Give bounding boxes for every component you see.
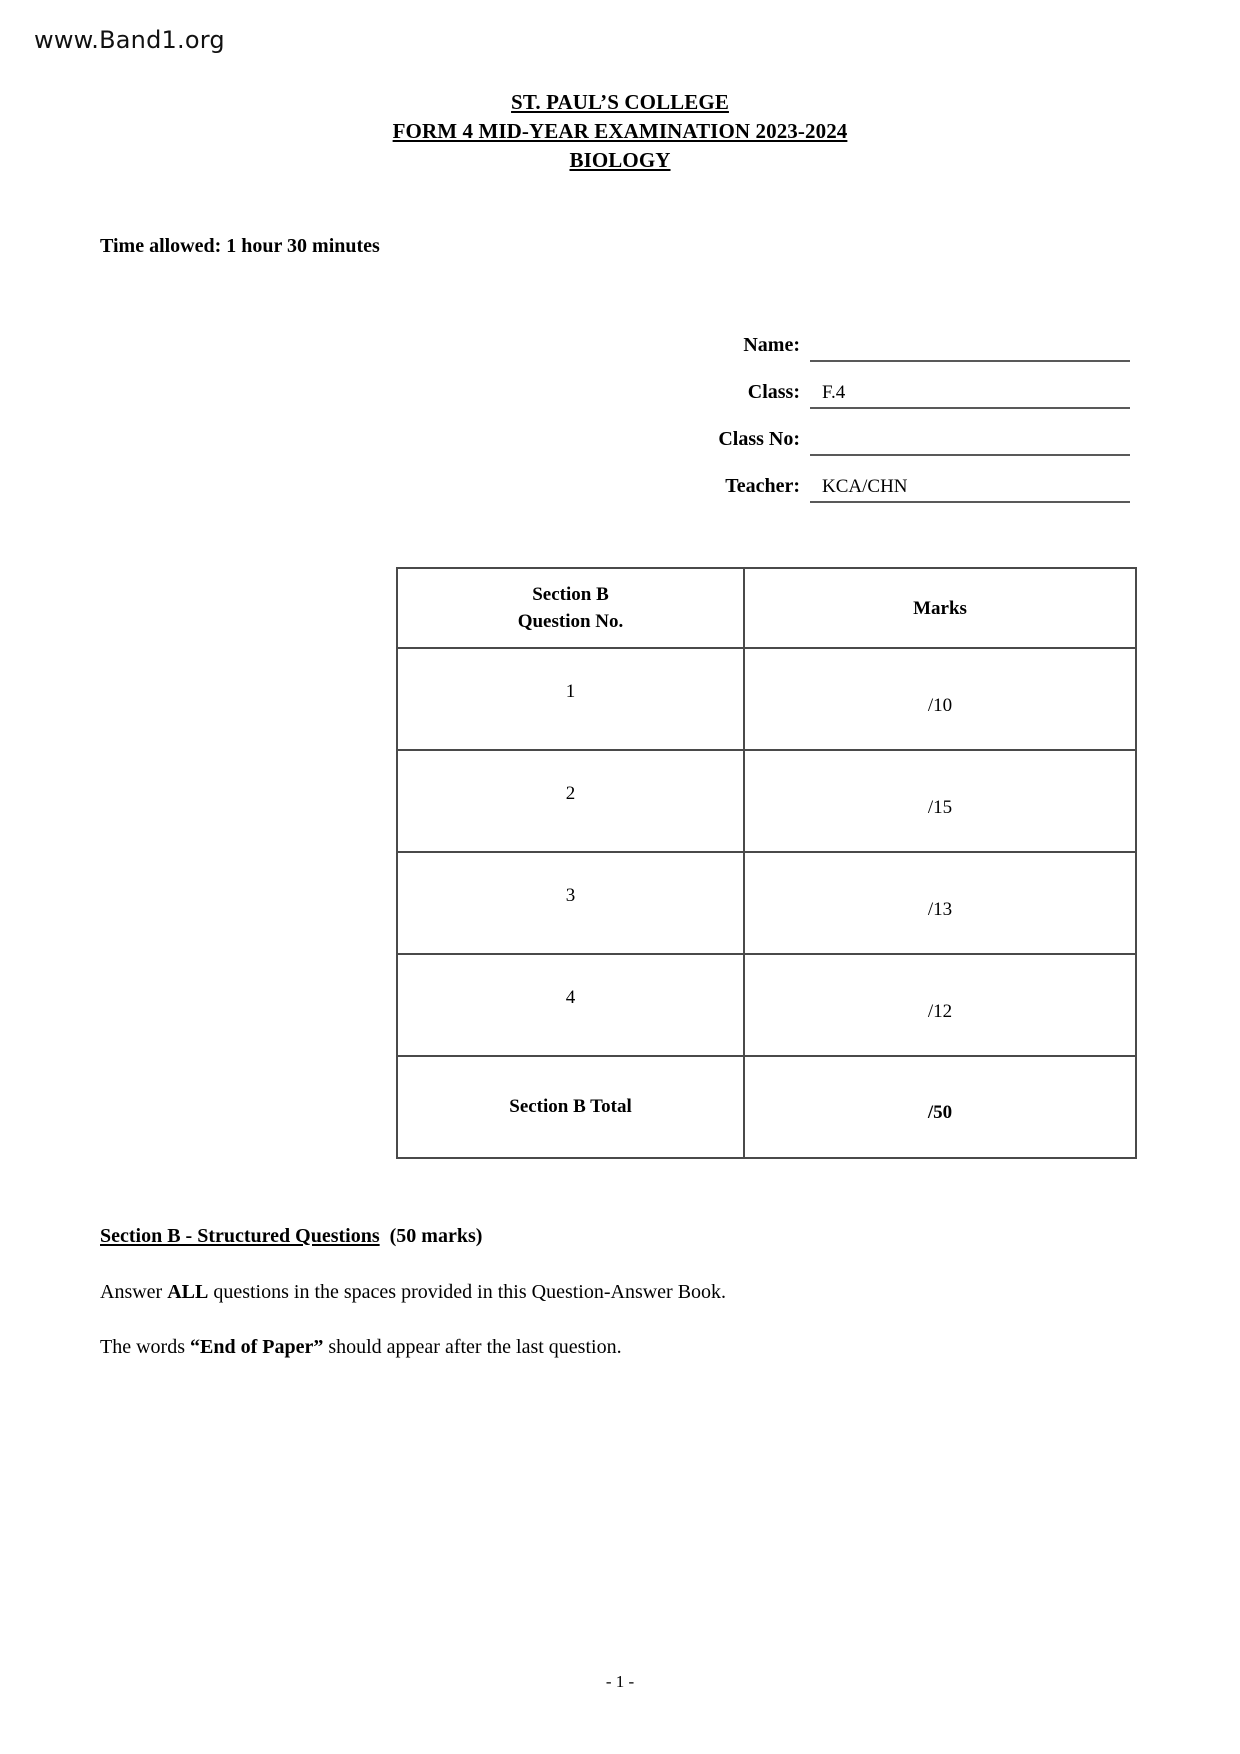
time-allowed-text: Time allowed: 1 hour 30 minutes xyxy=(100,235,380,257)
section-b-instructions xyxy=(100,1225,1100,1391)
marks-table-body xyxy=(397,648,1136,1158)
name-field-value[interactable] xyxy=(810,338,1130,362)
cell-question-no xyxy=(397,852,744,954)
cell-question-no xyxy=(397,750,744,852)
marks-value-1: /10 xyxy=(927,695,953,716)
class-field-label: Class: xyxy=(747,381,800,403)
instruction-1-pre: Answer xyxy=(100,1281,168,1303)
field-row-name xyxy=(560,315,1130,362)
section-b-total-label: Section B Total xyxy=(509,1096,632,1117)
name-field-label: Name: xyxy=(743,334,800,356)
table-row xyxy=(397,648,1136,750)
header-question-line1: Section B xyxy=(532,584,609,605)
marks-value-4: /12 xyxy=(927,1001,953,1022)
subject-title: BIOLOGY xyxy=(569,148,671,172)
cell-total-label xyxy=(397,1056,744,1158)
header-cell-marks xyxy=(744,568,1136,648)
cell-question-no xyxy=(397,954,744,1056)
instruction-1-post: questions in the spaces provided in this Question-Answer Book. xyxy=(208,1281,727,1303)
cell-marks[interactable] xyxy=(744,648,1136,750)
marks-value-3: /13 xyxy=(927,899,953,920)
teacher-field-value[interactable]: KCA/CHN xyxy=(810,476,1130,503)
page-number: - 1 - xyxy=(605,1672,635,1691)
field-row-teacher xyxy=(560,456,1130,503)
table-row xyxy=(397,750,1136,852)
header-question-line2: Question No. xyxy=(517,611,624,632)
cell-marks[interactable] xyxy=(744,954,1136,1056)
marks-summary-table xyxy=(396,567,1137,1159)
header-marks-label: Marks xyxy=(913,597,967,619)
table-header-row xyxy=(397,568,1136,648)
section-b-heading xyxy=(100,1225,1100,1248)
class-field-value[interactable]: F.4 xyxy=(810,382,1130,409)
question-number-2: 2 xyxy=(565,783,576,804)
document-heading xyxy=(0,88,1240,175)
page-footer xyxy=(0,1672,1240,1692)
instruction-answer-all xyxy=(100,1281,1100,1304)
exam-title: FORM 4 MID-YEAR EXAMINATION 2023-2024 xyxy=(392,119,848,143)
section-b-heading-underlined: Section B - Structured Questions xyxy=(100,1225,380,1247)
cell-question-no xyxy=(397,648,744,750)
class-no-field-label: Class No: xyxy=(718,428,800,450)
instruction-2-bold: “End of Paper” xyxy=(189,1336,324,1358)
section-b-heading-marks: (50 marks) xyxy=(389,1225,483,1247)
marks-value-2: /15 xyxy=(927,797,953,818)
instruction-1-bold: ALL xyxy=(167,1281,209,1303)
header-cell-question-no xyxy=(397,568,744,648)
table-row xyxy=(397,852,1136,954)
cell-marks[interactable] xyxy=(744,750,1136,852)
question-number-4: 4 xyxy=(565,987,576,1008)
field-row-class-no xyxy=(560,409,1130,456)
teacher-field-label: Teacher: xyxy=(725,475,800,497)
class-no-field-value[interactable] xyxy=(810,432,1130,456)
section-b-total-marks: /50 xyxy=(927,1102,953,1123)
field-row-class xyxy=(560,362,1130,409)
cell-total-marks[interactable] xyxy=(744,1056,1136,1158)
marks-table-head xyxy=(397,568,1136,648)
question-number-3: 3 xyxy=(565,885,576,906)
instruction-2-post: should appear after the last question. xyxy=(323,1336,622,1358)
table-row xyxy=(397,954,1136,1056)
instruction-end-of-paper xyxy=(100,1336,1100,1359)
question-number-1: 1 xyxy=(565,681,576,702)
cell-marks[interactable] xyxy=(744,852,1136,954)
school-name: ST. PAUL’S COLLEGE xyxy=(511,90,729,114)
site-url-watermark: www.Band1.org xyxy=(34,26,225,54)
candidate-details-block xyxy=(560,315,1130,503)
instruction-2-pre: The words xyxy=(100,1336,190,1358)
table-total-row xyxy=(397,1056,1136,1158)
